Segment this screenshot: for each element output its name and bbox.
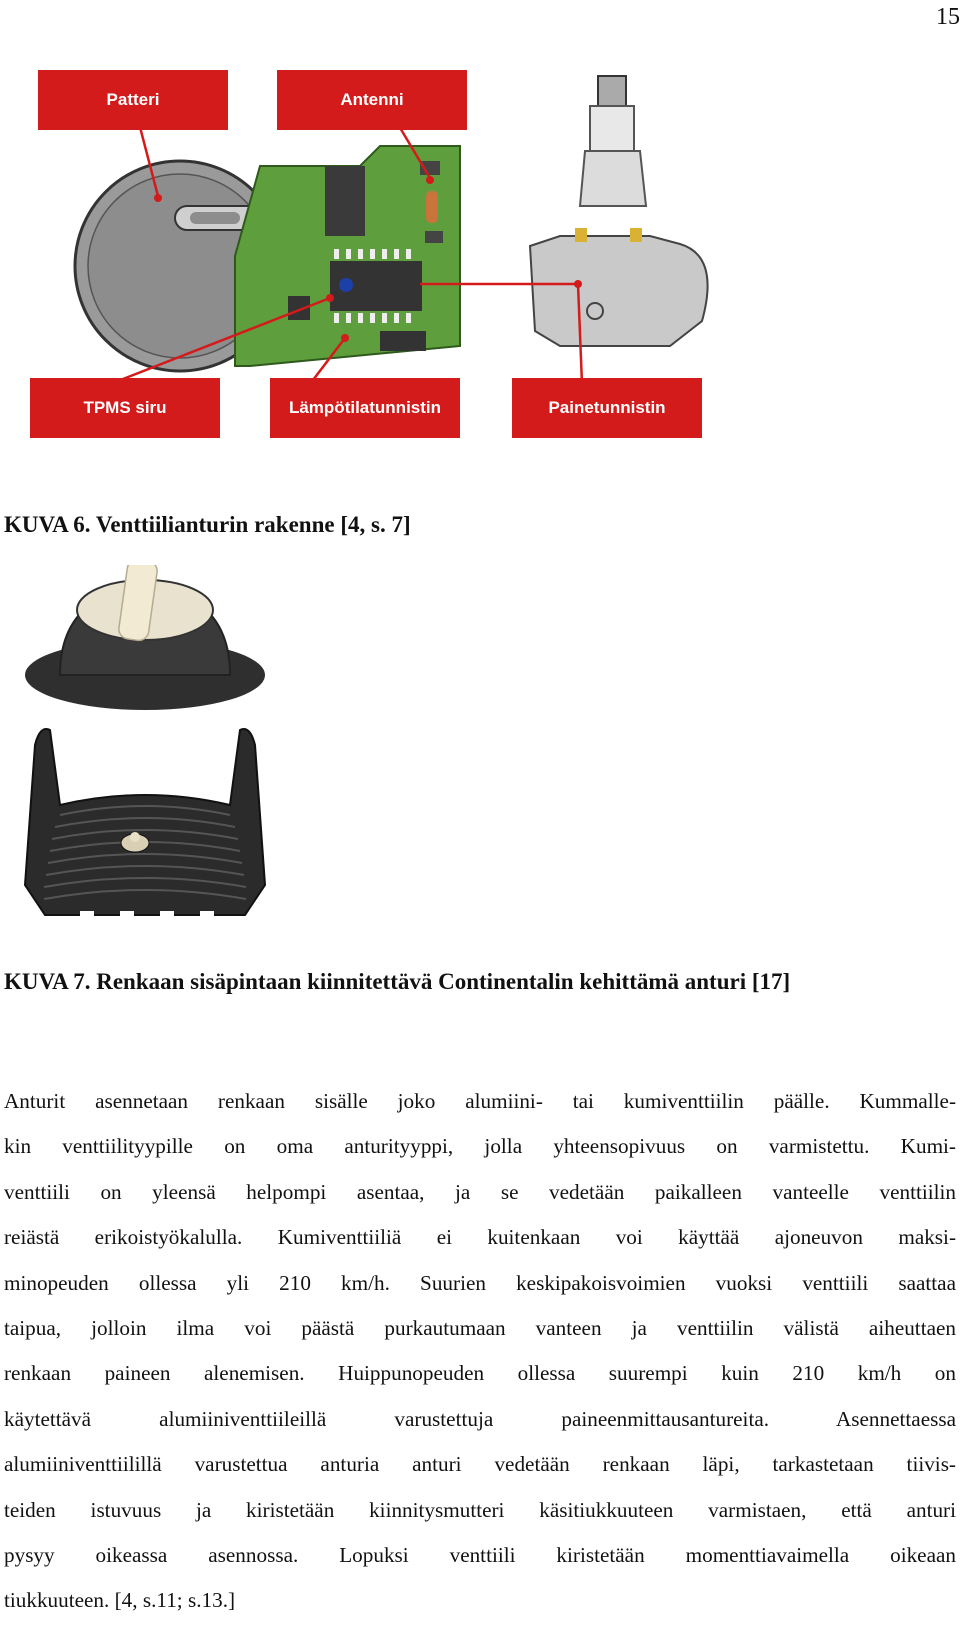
figure-7-caption: KUVA 7. Renkaan sisäpintaan kiinnitettävä Continentalin kehittämä anturi [17] — [4, 969, 791, 994]
body-line: Anturit asennetaan renkaan sisälle joko alumiini- tai kumiventtiilin päälle. Kummalle- — [4, 1089, 956, 1113]
label-tpms-chip: TPMS siru — [30, 378, 220, 438]
label-temperature-sensor: Lämpötilatunnistin — [270, 378, 460, 438]
tyre-sensor-illustration — [20, 565, 270, 965]
body-line: pysyy oikeassa asennossa. Lopuksi venttiili kiristetään momenttiavaimella oikeaan — [4, 1543, 956, 1568]
figure-6-valve-sensor-diagram — [30, 66, 750, 466]
body-line: taipua, jolloin ilma voi päästä purkautumaan vanteen ja venttiilin välistä aiheuttaen — [4, 1316, 956, 1341]
body-line: venttiili on yleensä helpompi asentaa, ja se vedetään paikalleen vanteelle venttiilin — [4, 1179, 956, 1204]
body-line: reiästä erikoistyökalulla. Kumiventtiiliä ei kuitenkaan voi käyttää ajoneuvon maksi- — [4, 1225, 956, 1250]
valve-sensor-housing — [530, 236, 708, 346]
label-pressure-sensor: Painetunnistin — [512, 378, 702, 438]
body-line: minopeuden ollessa yli 210 km/h. Suurien keskipakoisvoimien vuoksi venttiili saattaa — [4, 1270, 956, 1295]
label-battery: Patteri — [38, 70, 228, 130]
body-line: käytettävä alumiiniventtiileillä varustettuja paineenmittausantureita. Asennettaessa — [4, 1406, 956, 1431]
label-antenna: Antenni — [277, 70, 467, 130]
antenna-coil — [426, 191, 438, 223]
body-paragraph — [4, 1079, 956, 1624]
body-line: tiukkuuteen. [4, s.11; s.13.] — [4, 1588, 236, 1613]
rubber-base — [25, 729, 265, 915]
figure-6-caption: KUVA 6. Venttiilianturin rakenne [4, s. 7] — [4, 512, 411, 537]
body-line: teiden istuvuus ja kiristetään kiinnitysmutteri käsitiukkuuteen varmistaen, että anturi — [4, 1497, 956, 1522]
body-line: renkaan paineen alenemisen. Huippunopeuden ollessa suurempi kuin 210 km/h on — [4, 1361, 956, 1386]
body-line: alumiiniventtiilillä varustettua anturia anturi vedetään renkaan läpi, tarkastetaan tiivis- — [4, 1452, 956, 1477]
figure-7-tyre-sensor-photo — [20, 565, 270, 965]
page-number: 15 — [936, 4, 960, 30]
valve-stem — [598, 76, 626, 106]
body-line: kin venttiilityypille on oma anturityyppi, jolla yhteensopivuus on varmistettu. Kumi- — [4, 1134, 956, 1159]
